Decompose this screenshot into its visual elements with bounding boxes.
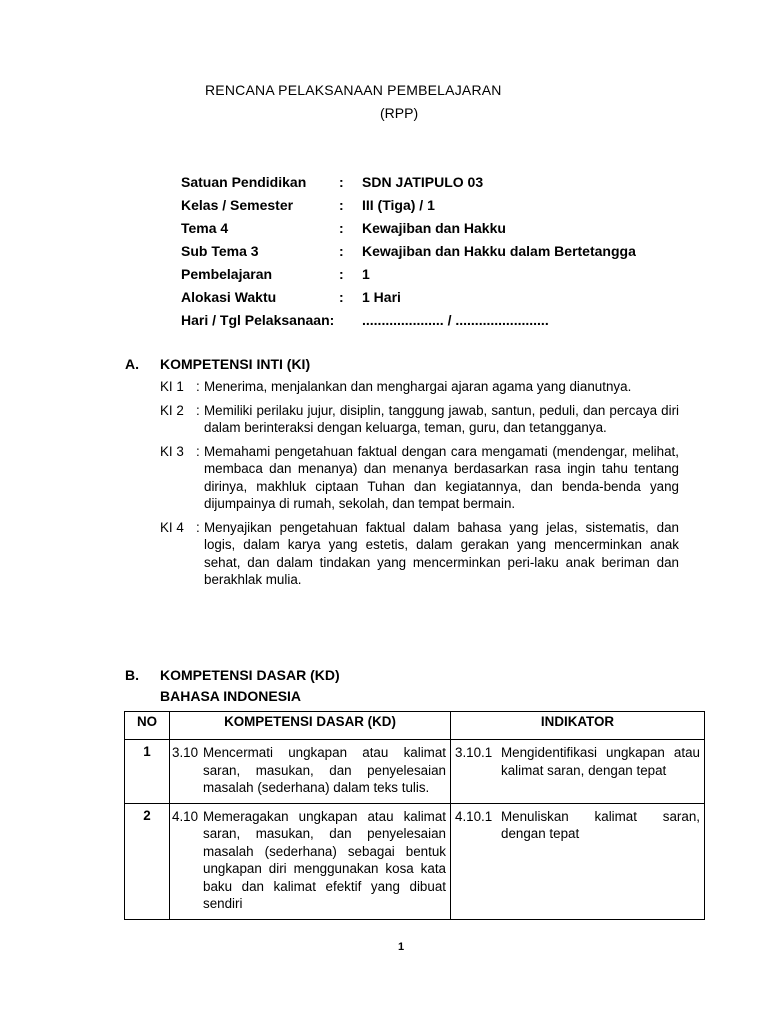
ki-item-3 [160,443,679,513]
ki-text: Memahami pengetahuan faktual dengan cara mengamati (mendengar, melihat, membaca dan menanya) dan menanya berdasarkan rasa ingin tahu tentang dirinya, makhluk ciptaan Tuhan dan kegiatannya, dan benda-benda yang dijumpainya di rumah, sekolah, dan tempat bermain. [204,443,679,511]
header-indicator: INDIKATOR [451,712,705,740]
kd-text: Mencermati ungkapan atau kalimat saran, masukan, dan penyelesaian masalah (sederhana) dalam teks tulis. [203,745,446,795]
info-value: SDN JATIPULO 03 [362,174,484,190]
info-label: Hari / Tgl Pelaksanaan: [181,312,335,328]
ki-item-2 [160,402,679,437]
document-title: RENCANA PELAKSANAAN PEMBELAJARAN [205,82,502,98]
ki-label: KI 3 [160,443,184,459]
row-number: 2 [125,803,170,919]
ki-label: KI 1 [160,379,184,394]
indicator-text: Mengidentifikasi ungkapan atau kalimat saran, dengan tepat [501,745,700,778]
row-number: 1 [125,740,170,804]
ki-colon: : [196,402,200,418]
info-colon: : [339,243,344,259]
ki-colon: : [196,519,200,535]
subject-title: BAHASA INDONESIA [160,688,302,704]
header-no: NO [125,712,170,740]
indicator-cell [451,803,705,919]
kd-cell [170,740,451,804]
info-colon: : [339,266,344,282]
ki-colon: : [196,379,200,394]
indicator-text: Menuliskan kalimat saran, dengan tepat [501,808,700,841]
info-colon: : [339,174,344,190]
ki-text: Memiliki perilaku jujur, disiplin, tanggung jawab, santun, peduli, dan percaya diri dalam berinteraksi dengan keluarga, teman, guru, dan tetangganya. [204,402,679,435]
ki-text: Menyajikan pengetahuan faktual dalam bahasa yang jelas, sistematis, dan logis, dalam karya yang estetis, dalam gerakan yang mencerminkan anak sehat, dan dalam tindakan yang mencerminkan peri-laku anak beriman dan berakhlak mulia. [204,519,679,587]
info-label: Sub Tema 3 [181,243,259,259]
indicator-cell [451,740,705,804]
info-value: Kewajiban dan Hakku dalam Bertetangga [362,243,636,259]
section-a-title: KOMPETENSI INTI (KI) [160,356,311,372]
table-row [125,803,705,919]
section-b-letter: B. [125,667,139,683]
table-row [125,740,705,804]
ki-label: KI 2 [160,402,184,418]
ki-colon: : [196,443,200,459]
kd-table [124,711,705,920]
indicator-code: 4.10.1 [455,808,493,824]
indicator-code: 3.10.1 [455,745,493,760]
info-colon: : [339,289,344,305]
ki-label: KI 4 [160,519,184,535]
info-colon: : [339,197,344,213]
info-label: Alokasi Waktu [181,289,277,305]
info-colon: : [339,220,344,236]
info-label: Pembelajaran [181,266,273,282]
kd-cell [170,803,451,919]
ki-text: Menerima, menjalankan dan menghargai ajaran agama yang dianutnya. [204,379,632,394]
ki-item-4 [160,519,679,589]
info-value: Kewajiban dan Hakku [362,220,506,236]
info-label: Kelas / Semester [181,197,294,213]
section-b-title: KOMPETENSI DASAR (KD) [160,667,340,683]
kd-code: 3.10 [172,745,199,760]
ki-list [160,378,679,595]
header-kd: KOMPETENSI DASAR (KD) [170,712,451,740]
page-number: 1 [398,941,405,953]
kd-code: 4.10 [172,808,199,824]
info-label: Satuan Pendidikan [181,174,307,190]
info-value: 1 [362,266,370,282]
info-label: Tema 4 [181,220,229,236]
kd-text: Memeragakan ungkapan atau kalimat saran, masukan, dan penyelesaian masalah (sederhana) sebagai bentuk ungkapan diri menggunakan kosa kata baku dan kalimat efektif yang dibuat sendiri [203,808,446,911]
document-subtitle: (RPP) [380,105,419,121]
info-value: III (Tiga) / 1 [362,197,435,213]
ki-item-1 [160,378,679,396]
table-header-row [125,712,705,740]
section-a-letter: A. [125,356,139,372]
info-value: ..................... / ........................ [362,312,549,328]
info-value: 1 Hari [362,289,401,305]
